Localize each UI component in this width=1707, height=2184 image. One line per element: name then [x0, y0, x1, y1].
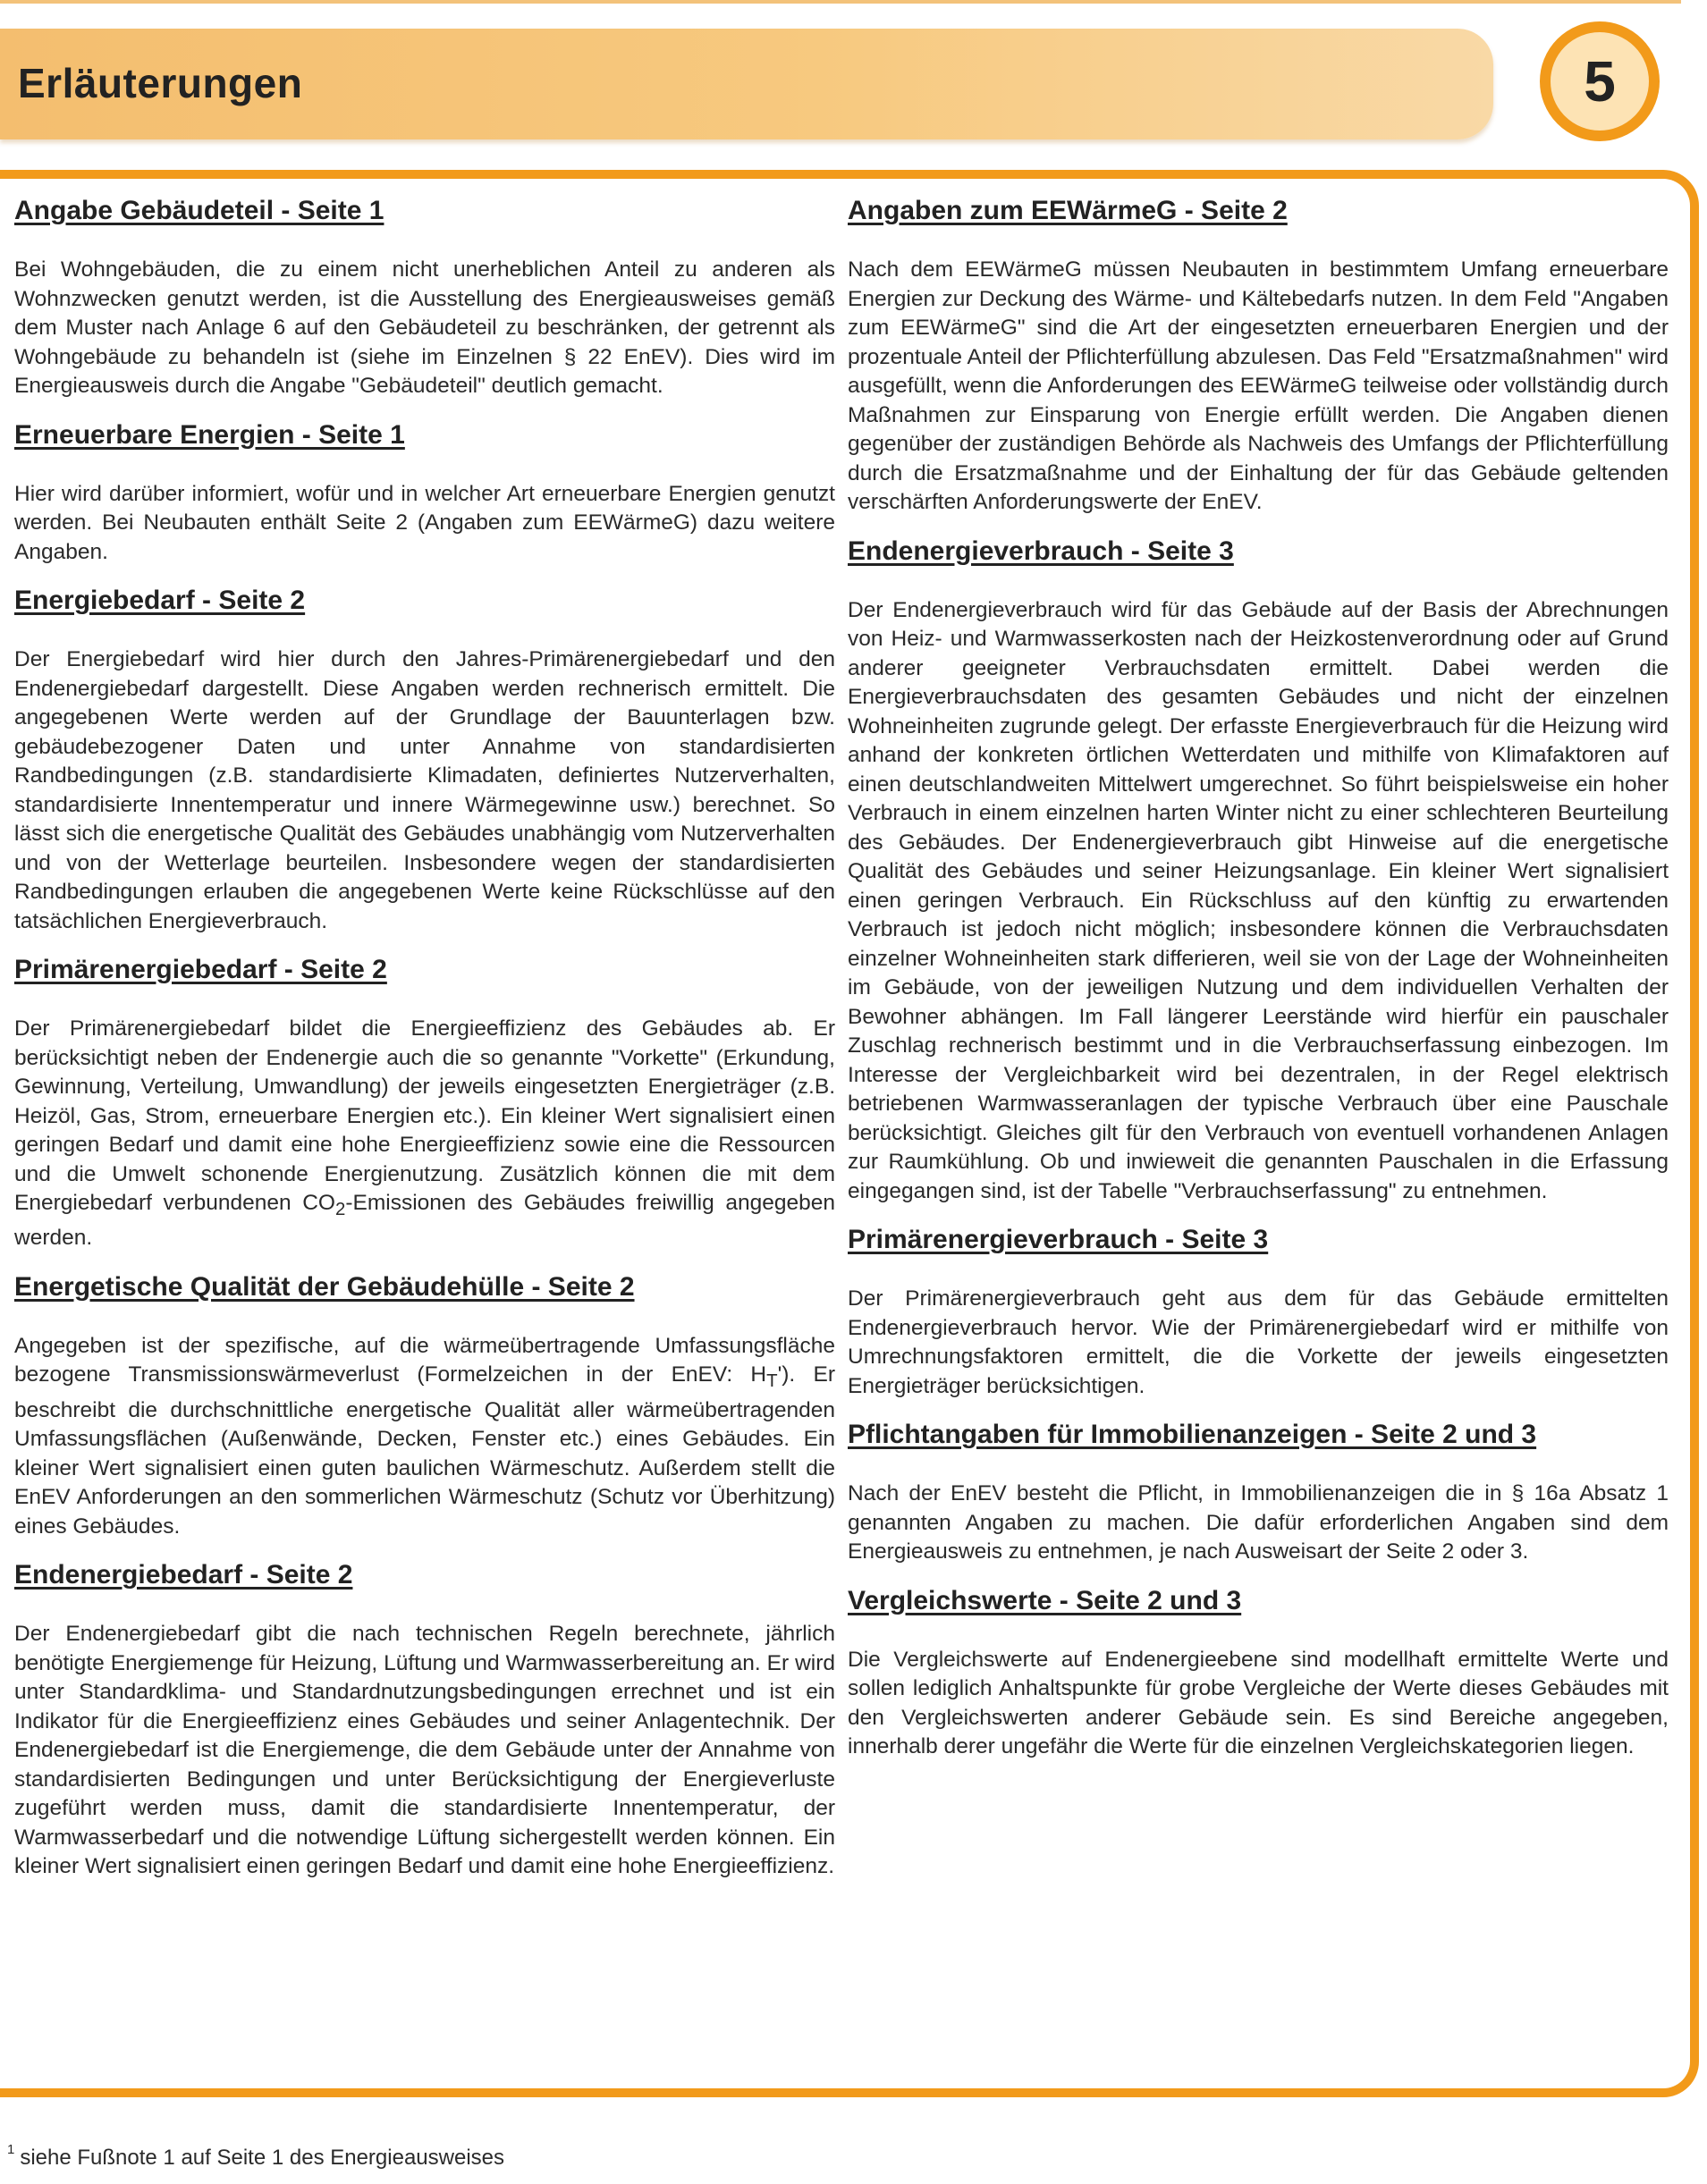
top-rule: [0, 0, 1681, 4]
section-text: Der Energiebedarf wird hier durch den Jahres-Primärenergiebedarf und den Endenergiebedarf dargestellt. Diese Angaben werden rechnerisch ermittelt. Die angegebenen Werte werden auf der Grundlage der Bauunterlagen bzw. gebäudebezogener Daten und unter Annahme von standardisierten Randbedingungen (z.B. standardisierte Klimadaten, definiertes Nutzerverhalten, standardisierte Innentemperatur und innere Wärmegewinne usw.) berechnet. So lässt sich die energetische Qualität des Gebäudes unabhängig vom Nutzerverhalten und von der Wetterlage beurteilen. Insbesondere wegen der standardisierten Randbedingungen erlauben die angegebenen Werte keine Rückschlüsse auf den tatsächlichen Energieverbrauch.: [14, 647, 835, 933]
subscript: T: [766, 1371, 778, 1392]
section-energiebedarf: [14, 583, 835, 936]
section-primaerenergieverbrauch: [848, 1222, 1669, 1401]
section-text: Nach der EnEV besteht die Pflicht, in Immobilienanzeigen die in § 16a Absatz 1 genannten Angaben zu machen. Die dafür erforderlichen Angaben sind dem Energieausweis zu entnehmen, je nach Ausweisart der Seite 2 oder 3.: [848, 1481, 1669, 1564]
text-part: -Emissionen des Gebäudes freiwillig angegeben werden.: [14, 1191, 835, 1251]
section-text: [14, 1015, 835, 1253]
section-pflichtangaben: [848, 1417, 1669, 1567]
section-text: Bei Wohngebäuden, die zu einem nicht unerheblichen Anteil zu anderen als Wohnzwecken genutzt werden, ist die Ausstellung des Energieausweises gemäß dem Muster nach Anlage 6 auf den Gebäudeteil zu beschränken, der getrennt als Wohngebäude zu behandeln ist (siehe im Einzelnen § 22 EnEV). Dies wird im Energieausweis durch die Angabe "Gebäudeteil" deutlich gemacht.: [14, 257, 835, 398]
text-part: Der Primärenergiebedarf bildet die Energieeffizienz des Gebäudes ab. Er berücksichtigt neben der Endenergie auch die so genannte "Vorkette" (Erkundung, Gewinnung, Verteilung, Umwandlung) der jeweils eingesetzten Energieträger (z.B. Heizöl, Gas, Strom, erneuerbare Energien etc.). Ein kleiner Wert signalisiert einen geringen Bedarf und damit eine hohe Energieeffizienz sowie eine die Ressourcen und die Umwelt schonende Energienutzung. Zusätzlich können die mit dem Energiebedarf verbundenen CO: [14, 1016, 835, 1215]
header-band: [0, 29, 1493, 139]
section-heading: Vergleichswerte - Seite 2 und 3: [848, 1585, 1242, 1615]
section-endenergieverbrauch: [848, 534, 1669, 1207]
left-column: [14, 193, 835, 1898]
section-text: Der Endenergiebedarf gibt die nach technischen Regeln berechnete, jährlich benötigte Energiemenge für Heizung, Lüftung und Warmwasserbereitung an. Er wird unter Standardklima- und Standardnutzungsbedingungen errechnet und ist ein Indikator für die Energieeffizienz eines Gebäudes und seiner Anlagentechnik. Der Endenergiebedarf ist die Energiemenge, die dem Gebäude unter der Annahme von standardisierten Bedingungen und unter Berücksichtigung der Energieverluste zugeführt werden muss, damit die standardisierte Innentemperatur, der Warmwasserbedarf und die notwendige Lüftung sichergestellt werden können. Ein kleiner Wert signalisiert einen geringen Bedarf und damit eine hohe Energieeffizienz.: [14, 1622, 835, 1879]
section-heading: Erneuerbare Energien - Seite 1: [14, 419, 405, 450]
section-angabe-gebaeudeteil: [14, 193, 835, 401]
section-eewaermeg: [848, 193, 1669, 518]
section-heading: Angabe Gebäudeteil - Seite 1: [14, 196, 384, 225]
section-text: Der Primärenergieverbrauch geht aus dem für das Gebäude ermittelten Endenergieverbrauch hervor. Wie der Primärenergiebedarf wird er mithilfe von Umrechnungsfaktoren ermittelt, die die Vorkette der jeweils eingesetzten Energieträger berücksichtigen.: [848, 1286, 1669, 1398]
section-heading: Energiebedarf - Seite 2: [14, 586, 306, 615]
section-text: Hier wird darüber informiert, wofür und in welcher Art erneuerbare Energien genutzt werden. Bei Neubauten enthält Seite 2 (Angaben zum EEWärmeG) dazu weitere Angaben.: [14, 481, 835, 564]
footnote: [7, 2142, 505, 2171]
section-heading: Endenergiebedarf - Seite 2: [14, 1560, 353, 1590]
section-heading: Energetische Qualität der Gebäudehülle - Seite 2: [14, 1271, 635, 1302]
page-number-badge: 5: [1540, 21, 1660, 141]
section-heading: Primärenergiebedarf - Seite 2: [14, 955, 387, 984]
section-vergleichswerte: [848, 1583, 1669, 1762]
footnote-marker: 1: [7, 2142, 15, 2157]
text-part: '). Er beschreibt die durchschnittliche energetische Qualität aller wärmeübertragenden Umfassungsflächen (Außenwände, Decken, Fenster etc.) eines Gebäudes. Ein kleiner Wert signalisiert einen guten baulichen Wärmeschutz. Außerdem stellt die EnEV Anforderungen an den sommerlichen Wärmeschutz (Schutz vor Überhitzung) eines Gebäudes.: [14, 1362, 836, 1539]
section-erneuerbare-energien: [14, 417, 835, 568]
section-heading: Pflichtangaben für Immobilienanzeigen - Seite 2 und 3: [848, 1420, 1537, 1449]
section-heading: Angaben zum EEWärmeG - Seite 2: [848, 196, 1288, 225]
section-text: Nach dem EEWärmeG müssen Neubauten in bestimmtem Umfang erneuerbare Energien zur Deckung des Wärme- und Kältebedarfs nutzen. In dem Feld "Angaben zum EEWärmeG" sind die Art der eingesetzten erneuerbaren Energien und der prozentuale Anteil der Pflichterfüllung abzulesen. Das Feld "Ersatzmaßnahmen" wird ausgefüllt, wenn die Anforderungen des EEWärmeG teilweise oder vollständig durch Maßnahmen zur Einsparung von Energie erfüllt werden. Die Angaben dienen gegenüber der zuständigen Behörde als Nachweis des Umfangs der Pflichterfüllung durch die Ersatzmaßnahme und der Einhaltung der für das Gebäude geltenden verschärften Anforderungswerte der EnEV.: [848, 257, 1669, 514]
section-heading: Primärenergieverbrauch - Seite 3: [848, 1225, 1269, 1254]
section-primaerenergiebedarf: [14, 952, 835, 1253]
right-column: [848, 193, 1669, 1778]
section-text: [14, 1332, 835, 1541]
section-text: Der Endenergieverbrauch wird für das Gebäude auf der Basis der Abrechnungen von Heiz- und Warmwasserkosten nach der Heizkostenverordnung oder auf Grund anderer geeigneter Verbrauchsdaten ermittelt. Dabei werden die Energieverbrauchsdaten des gesamten Gebäudes und nicht der einzelnen Wohneinheiten zugrunde gelegt. Der erfasste Energieverbrauch für die Heizung wird anhand der konkreten örtlichen Wetterdaten und mithilfe von Klimafaktoren auf einen deutschlandweiten Mittelwert umgerechnet. So führt beispielsweise ein hoher Verbrauch in einem einzelnen harten Winter nicht zu einer schlechteren Beurteilung des Gebäudes. Der Endenergieverbrauch gibt Hinweise auf die energetische Qualität des Gebäudes und seiner Heizungsanlage. Ein kleiner Wert signalisiert einen geringen Verbrauch. Ein Rückschluss auf den künftig zu erwartenden Verbrauch ist jedoch nicht möglich; insbesondere können die Verbrauchsdaten einzelner Wohneinheiten stark differieren, weil sie von der Lage der Wohneinheiten im Gebäude, von der jeweiligen Nutzung und dem individuellen Verhalten der Bewohner abhängen. Im Fall längerer Leerstände wird hierfür ein pauschaler Zuschlag rechnerisch bestimmt und in die Verbrauchserfassung einbezogen. Im Interesse der Vergleichbarkeit wird bei dezentralen, in der Regel elektrisch betriebenen Warmwasseranlagen der typische Verbrauch über eine Pauschale berücksichtigt. Gleiches gilt für den Verbrauch von eventuell vorhandenen Anlagen zur Raumkühlung. Ob und inwieweit die genannten Pauschalen in die Erfassung eingegangen sind, ist der Tabelle "Verbrauchserfassung" zu entnehmen.: [848, 597, 1669, 1203]
section-endenergiebedarf: [14, 1557, 835, 1882]
text-part: Angegeben ist der spezifische, auf die wärmeübertragende Umfassungsfläche bezogene Transmissionswärmeverlust (Formelzeichen in der EnEV: H: [14, 1333, 835, 1387]
section-heading: Endenergieverbrauch - Seite 3: [848, 535, 1234, 566]
page-title: Erläuterungen: [18, 60, 303, 106]
section-energetische-qualitaet: [14, 1269, 835, 1541]
section-text: Die Vergleichswerte auf Endenergieebene sind modellhaft ermittelte Werte und sollen lediglich Anhaltspunkte für grobe Vergleiche der Werte dieses Gebäudes mit den Vergleichswerten anderer Gebäude sein. Es sind Bereiche angegeben, innerhalb derer ungefähr die Werte für die einzelnen Vergleichskategorien liegen.: [848, 1647, 1669, 1758]
subscript: 2: [334, 1199, 346, 1219]
footnote-text: siehe Fußnote 1 auf Seite 1 des Energieausweises: [20, 2146, 505, 2170]
